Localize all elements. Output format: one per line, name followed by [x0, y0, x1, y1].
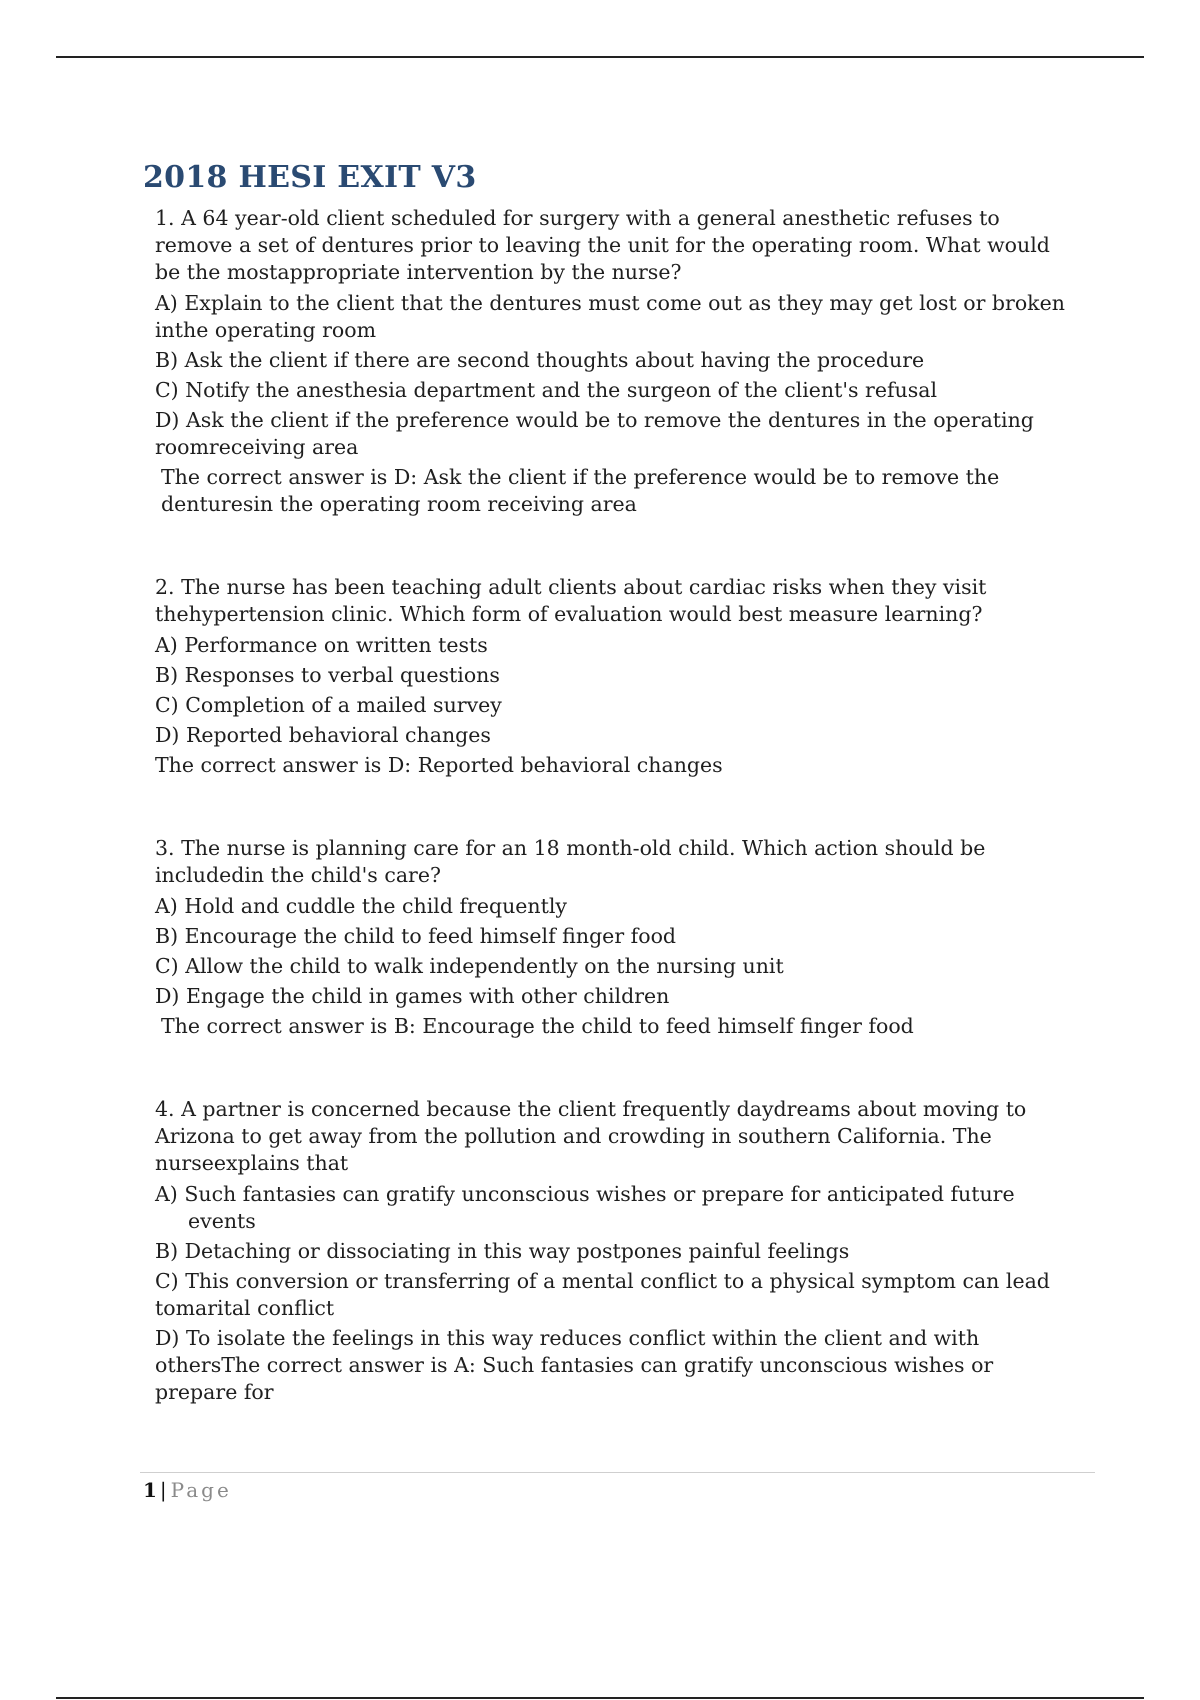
option-b: B) Responses to verbal questions: [155, 663, 500, 687]
question-3: [155, 835, 1080, 1040]
option-d: D) Ask the client if the preference would be to remove the dentures in the operating roomreceiving area: [155, 408, 1034, 459]
question-1: [155, 205, 1080, 518]
question-2: [155, 574, 1080, 779]
correct-answer: The correct answer is D: Ask the client if the preference would be to remove the denturesin the operating room receiving area: [161, 465, 1000, 516]
question-stem: 3. The nurse is planning care for an 18 month-old child. Which action should be includedin the child's care?: [155, 836, 986, 887]
document-title: 2018 HESI EXIT V3: [143, 160, 477, 196]
option-d: D) Reported behavioral changes: [155, 723, 491, 747]
option-c: C) Completion of a mailed survey: [155, 693, 502, 717]
page-number: 1: [143, 1478, 157, 1502]
option-d: D) Engage the child in games with other children: [155, 984, 670, 1008]
option-a: A) Hold and cuddle the child frequently: [155, 894, 568, 918]
question-list: [155, 205, 1080, 1409]
correct-answer: The correct answer is B: Encourage the child to feed himself finger food: [161, 1014, 914, 1038]
option-b: B) Detaching or dissociating in this way postpones painful feelings: [155, 1239, 850, 1263]
header-rule: [56, 56, 1144, 58]
question-4: [155, 1096, 1080, 1406]
option-d: D) To isolate the feelings in this way reduces conflict within the client and with othersThe correct answer is A: Such fantasies can gratify unconscious wishes or prepare for: [155, 1326, 994, 1404]
option-c: C) Notify the anesthesia department and the surgeon of the client's refusal: [155, 378, 938, 402]
option-a: A) Such fantasies can gratify unconscious wishes or prepare for anticipated future events: [155, 1182, 1015, 1233]
option-b: B) Encourage the child to feed himself finger food: [155, 924, 677, 948]
option-c: C) Allow the child to walk independently on the nursing unit: [155, 954, 784, 978]
option-c: C) This conversion or transferring of a mental conflict to a physical symptom can lead tomarital conflict: [155, 1269, 1050, 1320]
question-stem: 4. A partner is concerned because the client frequently daydreams about moving to Arizona to get away from the pollution and crowding in southern California. The nurseexplains that: [155, 1097, 1027, 1175]
correct-answer: The correct answer is D: Reported behavioral changes: [155, 753, 723, 777]
page-label: Page: [170, 1478, 232, 1502]
footer-separator: |: [159, 1478, 167, 1502]
page-footer: [143, 1478, 232, 1502]
option-a: A) Performance on written tests: [155, 633, 488, 657]
footer-rule: [140, 1472, 1095, 1473]
question-stem: 2. The nurse has been teaching adult clients about cardiac risks when they visit thehypertension clinic. Which form of evaluation would best measure learning?: [155, 575, 987, 626]
question-stem: 1. A 64 year-old client scheduled for surgery with a general anesthetic refuses to remove a set of dentures prior to leaving the unit for the operating room. What would be the mostappropriate intervention by the nurse?: [155, 206, 1050, 284]
option-b: B) Ask the client if there are second thoughts about having the procedure: [155, 348, 925, 372]
bottom-rule: [56, 1697, 1144, 1699]
option-a: A) Explain to the client that the dentures must come out as they may get lost or broken inthe operating room: [155, 291, 1065, 342]
